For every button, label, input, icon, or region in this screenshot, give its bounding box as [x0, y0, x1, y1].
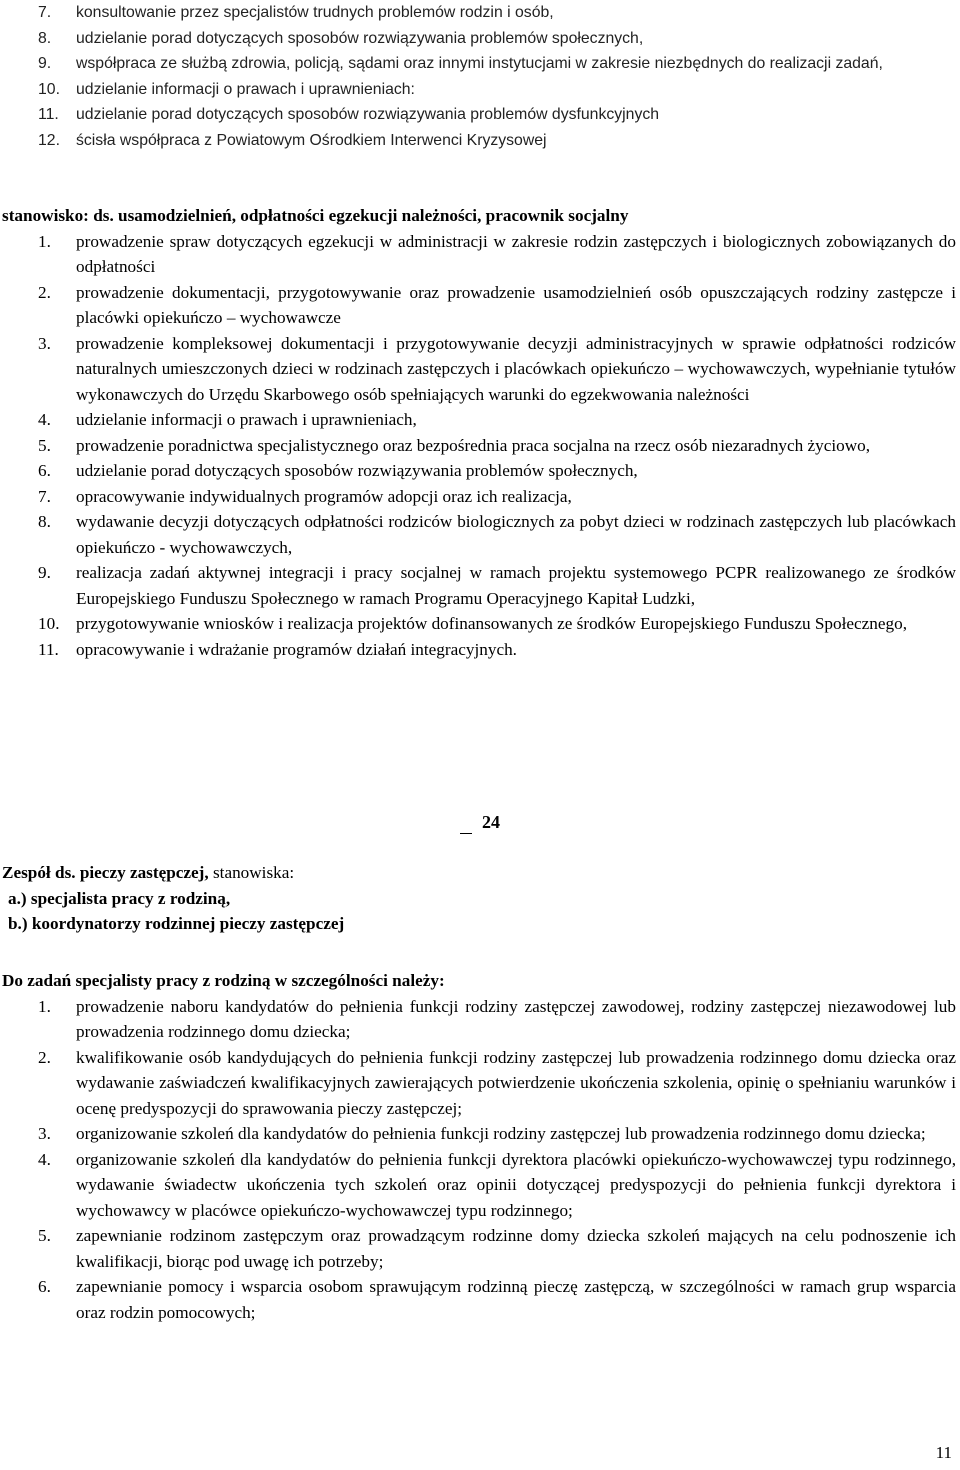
section-heading: stanowisko: ds. usamodzielnień, odpłatności egzekucji należności, pracownik socjalny [2, 206, 629, 225]
list-item: 4. organizowanie szkoleń dla kandydatów do pełnienia funkcji dyrektora placówki opiekuńczo-wychowawczej typu rodzinnego, wydawanie świadectw ukończenia tych szkoleń oraz opinii dotyczącej predyspozycji do pełnienia funkcji dyrektora i wychowawcy w placówce opiekuńczo-wychowawczej typu rodzinnego; [38, 1149, 956, 1220]
list-item: 6. zapewnianie pomocy i wsparcia osobom sprawującym rodzinną pieczę zastępczą, w szczególności w ramach grup wsparcia oraz rodzin pomocowych; [38, 1277, 956, 1322]
list-item: 10. udzielanie informacji o prawach i uprawnieniach: [38, 80, 415, 98]
task-list [0, 994, 958, 1326]
zespol-sub-b: b.) koordynatorzy rodzinnej pieczy zastępczej [8, 914, 345, 933]
list-item: 7. konsultowanie przez specjalistów trudnych problemów rodzin i osób, [38, 4, 554, 21]
zespol-title: Zespół ds. pieczy zastępczej, stanowiska: [2, 863, 295, 882]
section-usamodzielnien [0, 203, 958, 662]
list-item: 7. opracowywanie indywidualnych programów adopcji oraz ich realizacja, [38, 486, 572, 506]
list-item: 4. udzielanie informacji o prawach i uprawnieniach, [38, 410, 417, 429]
list-item: 11. opracowywanie i wdrażanie programów działań integracyjnych. [38, 639, 517, 659]
marker-number: 24 [482, 812, 500, 832]
section-marker [460, 810, 500, 836]
list-item: 2. prowadzenie dokumentacji, przygotowywanie oraz prowadzenie usamodzielnień osób opuszczających rodziny zastępcze i placówki opiekuńczo – wychowawcze [38, 282, 956, 327]
list-item: 12. ścisła współpraca z Powiatowym Ośrodkiem Interwenci Kryzysowej [38, 131, 547, 149]
list-item: 8. wydawanie decyzji dotyczących odpłatności rodziców biologicznych za pobyt dzieci w rodzinach zastępczych lub placówkach opiekuńczo - wychowawczych, [38, 512, 956, 557]
marker-line [460, 833, 472, 834]
section-zespol [0, 860, 958, 937]
list-item: 9. realizacja zadań aktywnej integracji i pracy socjalnej w ramach projektu systemowego PCPR realizowanego ze środków Europejskiego Funduszu Społecznego w ramach Programu Operacyjnego Kapitał Ludzki, [38, 563, 956, 608]
list-item: 5. prowadzenie poradnictwa specjalistycznego oraz bezpośrednia praca socjalna na rzecz osób niezaradnych życiowo, [38, 435, 871, 455]
list-item: 2. kwalifikowanie osób kandydujących do pełnienia funkcji rodziny zastępczej lub prowadzenia rodzinnego domu dziecka oraz wydawanie zaświadczeń kwalifikacyjnych zawierających potwierdzenie ukończenia szkolenia, opinię o spełnianiu warunków i ocenę predyspozycji do sprawowania pieczy zastępczej; [38, 1047, 956, 1118]
list-item: 3. organizowanie szkoleń dla kandydatów do pełnienia funkcji rodziny zastępczej lub prowadzenia rodzinnego domu dziecka; [38, 1124, 926, 1143]
list-item: 6. udzielanie porad dotyczących sposobów rozwiązywania problemów społecznych, [38, 461, 638, 480]
list-item: 3. prowadzenie kompleksowej dokumentacji i przygotowywanie decyzji administracyjnych w sprawie odpłatności rodziców naturalnych umieszczonych dzieci w rodzinach zastępczych i placówkach opiekuńczo – wychowawczych, wypełnianie tytułów wykonawczych do Urzędu Skarbowego osób spełniających warunki do egzekwowania należności [38, 333, 956, 404]
list-item: 1. prowadzenie naboru kandydatów do pełnienia funkcji rodziny zastępczej zawodowej, rodziny zastępczej niezawodowej lub prowadzenia rodzinnego domu dziecka; [38, 996, 956, 1041]
list-item: 11. udzielanie porad dotyczących sposobów rozwiązywania problemów dysfunkcyjnych [38, 106, 660, 123]
list-item: 10. przygotowywanie wniosków i realizacja projektów dofinansowanych ze środków Europejskiego Funduszu Społecznego, [38, 614, 907, 633]
section-heading: Do zadań specjalisty pracy z rodziną w szczególności należy: [2, 971, 445, 990]
task-list [0, 229, 958, 663]
page-number: 11 [935, 1443, 952, 1462]
list-item: 9. współpraca ze służbą zdrowia, policją, sądami oraz innymi instytucjami w zakresie niezbędnych do realizacji zadań, [38, 55, 883, 72]
list-item: 8. udzielanie porad dotyczących sposobów rozwiązywania problemów społecznych, [38, 29, 644, 47]
list-item: 5. zapewnianie rodzinom zastępczym oraz prowadzącym rodzinne domy dziecka szkoleń mających na celu podnoszenie ich kwalifikacji, biorąc pod uwagę ich potrzeby; [38, 1226, 956, 1271]
section-specjalista [0, 968, 958, 1325]
zespol-sub-a: a.) specjalista pracy z rodziną, [8, 888, 231, 908]
task-list-continued [0, 0, 958, 153]
list-item: 1. prowadzenie spraw dotyczących egzekucji w administracji w zakresie rodzin zastępczych i biologicznych zobowiązanych do odpłatności [38, 231, 956, 276]
